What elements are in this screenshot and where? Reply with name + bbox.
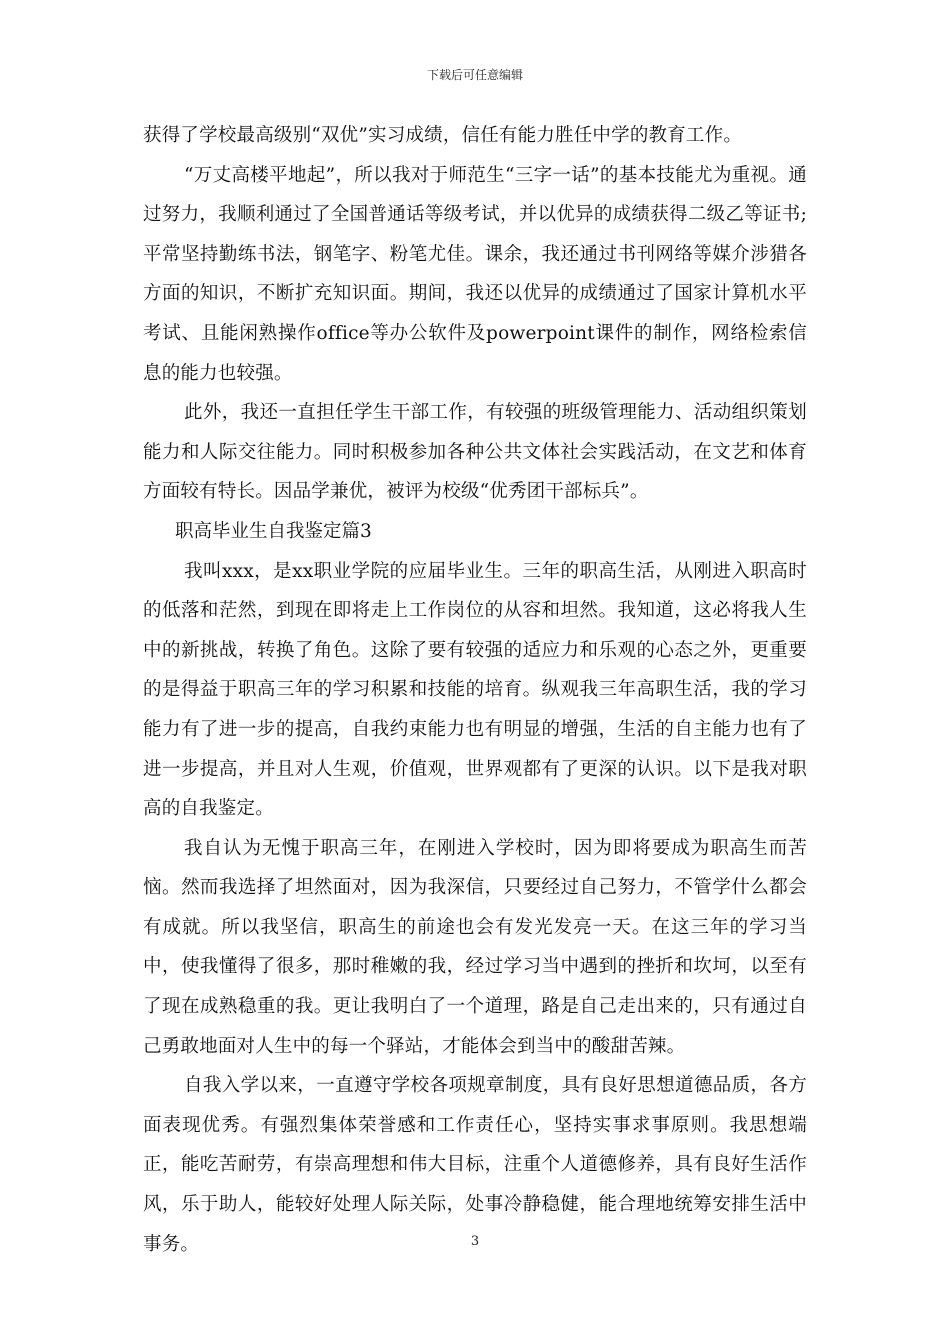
- page-number: 3: [470, 1234, 480, 1249]
- paragraph-basic-skills: “万丈高楼平地起”，所以我对于师范生“三字一话”的基本技能尤为重视。通过努力，我顺利通过了全国普通话等级考试，并以优异的成绩获得二级乙等证书;平常坚持勤练书法，钢笔字、粉笔尤佳。课余，我还通过书刊网络等媒介涉猎各方面的知识，不断扩充知识面。期间，我还以优异的成绩通过了国家计算机水平考试、且能闲熟操作office等办公软件及powerpoint课件的制作，网络检索信息的能力也较强。: [143, 164, 807, 384]
- paragraph-student-leader: 此外，我还一直担任学生干部工作，有较强的班级管理能力、活动组织策划能力和人际交往能力。同时积极参加各种公共文体社会实践活动，在文艺和体育方面较有特长。因品学兼优，被评为校级“优秀团干部标兵”。: [143, 402, 807, 503]
- paragraph-continuation: 获得了学校最高级别“双优”实习成绩，信任有能力胜任中学的教育工作。: [143, 125, 743, 146]
- page-header: 下载后可任意编辑: [426, 68, 523, 82]
- paragraph-three-years: 我自认为无愧于职高三年，在刚进入学校时，因为即将要成为职高生而苦恼。然而我选择了坦然面对，因为我深信，只要经过自己努力，不管学什么都会有成就。所以我坚信，职高生的前途也会有发光发亮一天。在这三年的学习当中，使我懂得了很多，那时稚嫩的我，经过学习当中遇到的挫折和坎坷，以至有了现在成熟稳重的我。更让我明白了一个道理，路是自己走出来的，只有通过自己勇敢地面对人生中的每一个驿站，才能体会到当中的酸甜苦辣。: [143, 837, 807, 1057]
- document-body: [143, 116, 807, 1264]
- paragraph-conduct: 自我入学以来，一直遵守学校各项规章制度，具有良好思想道德品质，各方面表现优秀。有强烈集体荣誉感和工作责任心，坚持实事求事原则。我思想端正，能吃苦耐劳，有崇高理想和伟大目标，注重个人道德修养，具有良好生活作风，乐于助人，能较好处理人际关际，处事冷静稳健，能合理地统筹安排生活中事务。: [143, 1075, 807, 1255]
- paragraph-introduction: 我叫xxx，是xx职业学院的应届毕业生。三年的职高生活，从刚进入职高时的低落和茫然，到现在即将走上工作岗位的从容和坦然。我知道，这必将我人生中的新挑战，转换了角色。这除了要有较强的适应力和乐观的心态之外，更重要的是得益于职高三年的学习积累和技能的培育。纵观我三年高职生活，我的学习能力有了进一步的提高，自我约束能力也有明显的增强，生活的自主能力也有了进一步提高，并且对人生观，价值观，世界观都有了更深的认识。以下是我对职高的自我鉴定。: [143, 560, 807, 820]
- section-title: 职高毕业生自我鉴定篇3: [175, 520, 372, 542]
